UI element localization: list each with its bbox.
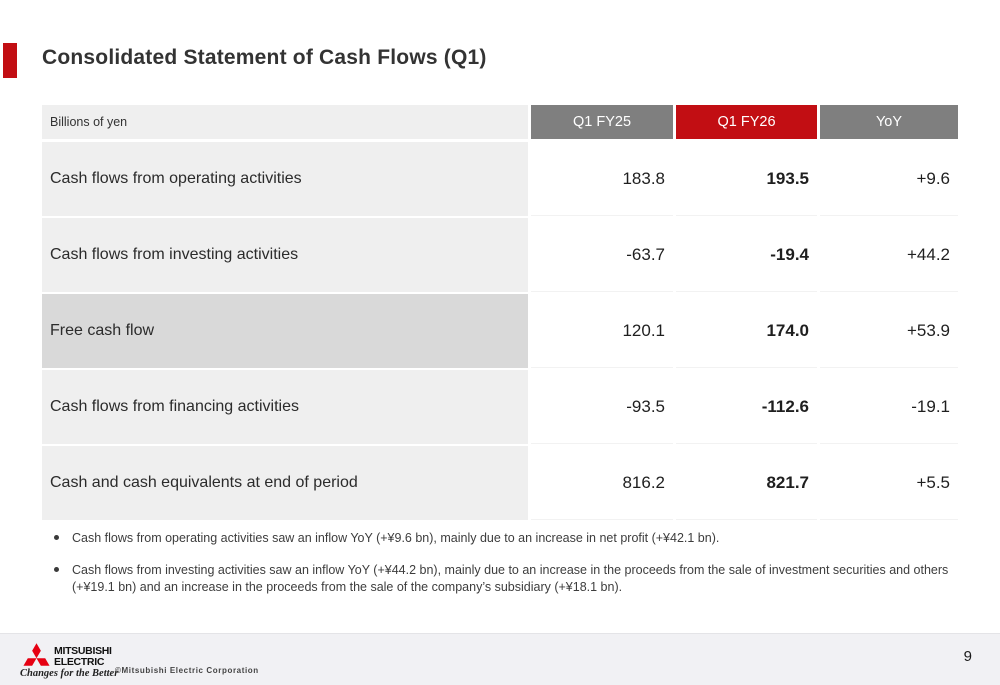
column-header-q1fy25: Q1 FY25 <box>531 105 673 139</box>
title-accent-bar <box>3 43 17 78</box>
value-q1fy26: 821.7 <box>676 446 817 520</box>
page-title: Consolidated Statement of Cash Flows (Q1) <box>42 46 487 69</box>
value-q1fy26: -112.6 <box>676 370 817 444</box>
table-row-free-cash-flow <box>42 294 958 368</box>
note-item <box>42 562 958 596</box>
unit-label: Billions of yen <box>42 105 528 139</box>
brand-line1: MITSUBISHI <box>54 645 112 657</box>
value-q1fy25: 120.1 <box>531 294 673 368</box>
brand-name <box>54 646 112 667</box>
value-q1fy26: -19.4 <box>676 218 817 292</box>
brand-line2: ELECTRIC <box>54 655 105 668</box>
mitsubishi-three-diamond-icon <box>22 643 51 666</box>
note-text: Cash flows from investing activities saw an inflow YoY (+¥44.2 bn), mainly due to an increase in the proceeds from the sale of investment securities and others (+¥19.1 bn) and an increase in the proceeds from the sale of the company’s subsidiary (+¥18.1 bn). <box>72 562 949 594</box>
table-row-financing <box>42 370 958 444</box>
value-yoy: +53.9 <box>820 294 958 368</box>
note-item <box>42 530 958 547</box>
bullet-icon <box>54 567 59 572</box>
row-label: Cash flows from investing activities <box>42 218 528 292</box>
value-q1fy25: -63.7 <box>531 218 673 292</box>
table-row-investing <box>42 218 958 292</box>
column-header-q1fy26: Q1 FY26 <box>676 105 817 139</box>
value-yoy: +5.5 <box>820 446 958 520</box>
cash-flow-table <box>42 105 958 522</box>
bullet-icon <box>54 535 59 540</box>
row-label: Free cash flow <box>42 294 528 368</box>
footer-bar <box>0 633 1000 685</box>
row-label: Cash flows from operating activities <box>42 142 528 216</box>
value-yoy: -19.1 <box>820 370 958 444</box>
note-text: Cash flows from operating activities saw an inflow YoY (+¥9.6 bn), mainly due to an increase in net profit (+¥42.1 bn). <box>72 531 720 545</box>
value-q1fy25: 183.8 <box>531 142 673 216</box>
table-header-row <box>42 105 958 139</box>
row-label: Cash and cash equivalents at end of period <box>42 446 528 520</box>
column-header-yoy: YoY <box>820 105 958 139</box>
value-q1fy25: 816.2 <box>531 446 673 520</box>
value-q1fy26: 193.5 <box>676 142 817 216</box>
row-label: Cash flows from financing activities <box>42 370 528 444</box>
table-row-operating <box>42 142 958 216</box>
value-yoy: +44.2 <box>820 218 958 292</box>
table-row-cash-equivalents <box>42 446 958 520</box>
value-yoy: +9.6 <box>820 142 958 216</box>
notes-section <box>42 530 958 611</box>
copyright-text: ©Mitsubishi Electric Corporation <box>115 666 259 675</box>
value-q1fy25: -93.5 <box>531 370 673 444</box>
value-q1fy26: 174.0 <box>676 294 817 368</box>
brand-tagline: Changes for the Better <box>20 668 119 679</box>
page-number: 9 <box>963 648 972 665</box>
